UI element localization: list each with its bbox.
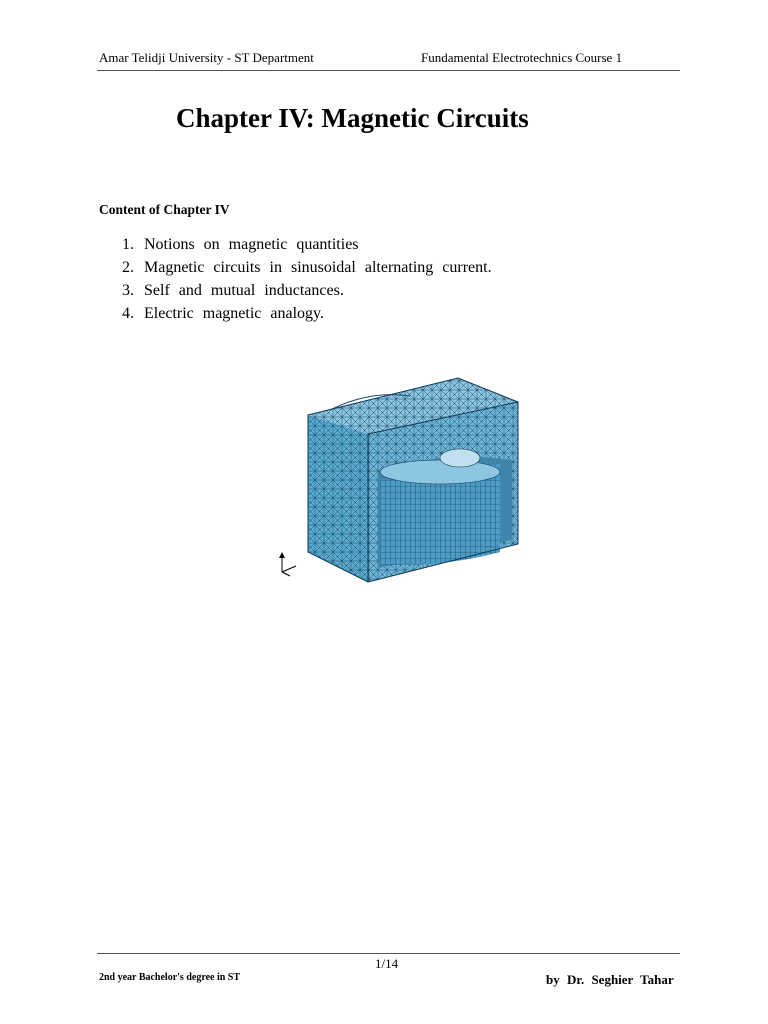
page-title: Chapter IV: Magnetic Circuits xyxy=(176,103,529,133)
list-item-text: Self and mutual inductances. xyxy=(144,282,344,299)
content-list xyxy=(122,233,492,325)
page-number: 1/14 xyxy=(375,956,399,971)
header-university: Amar Telidji University - ST Department xyxy=(99,50,314,65)
content-heading: Content of Chapter IV xyxy=(99,202,230,217)
list-item xyxy=(122,302,492,325)
list-item-number: 3. xyxy=(122,282,134,299)
header-divider xyxy=(97,70,680,71)
list-item xyxy=(122,279,492,302)
footer-divider xyxy=(97,953,680,954)
list-item-number: 1. xyxy=(122,236,134,253)
footer-degree: 2nd year Bachelor's degree in ST xyxy=(99,972,241,983)
list-item xyxy=(122,233,492,256)
footer-author: by Dr. Seghier Tahar xyxy=(546,972,674,987)
list-item-text: Electric magnetic analogy. xyxy=(144,305,324,322)
list-item-text: Magnetic circuits in sinusoidal alternating current. xyxy=(144,259,492,276)
list-item-text: Notions on magnetic quantities xyxy=(144,236,359,253)
header-course: Fundamental Electrotechnics Course 1 xyxy=(421,50,623,65)
list-item xyxy=(122,256,492,279)
meshed-magnetic-core-image xyxy=(270,372,540,594)
list-item-number: 2. xyxy=(122,259,134,276)
list-item-number: 4. xyxy=(122,305,134,322)
